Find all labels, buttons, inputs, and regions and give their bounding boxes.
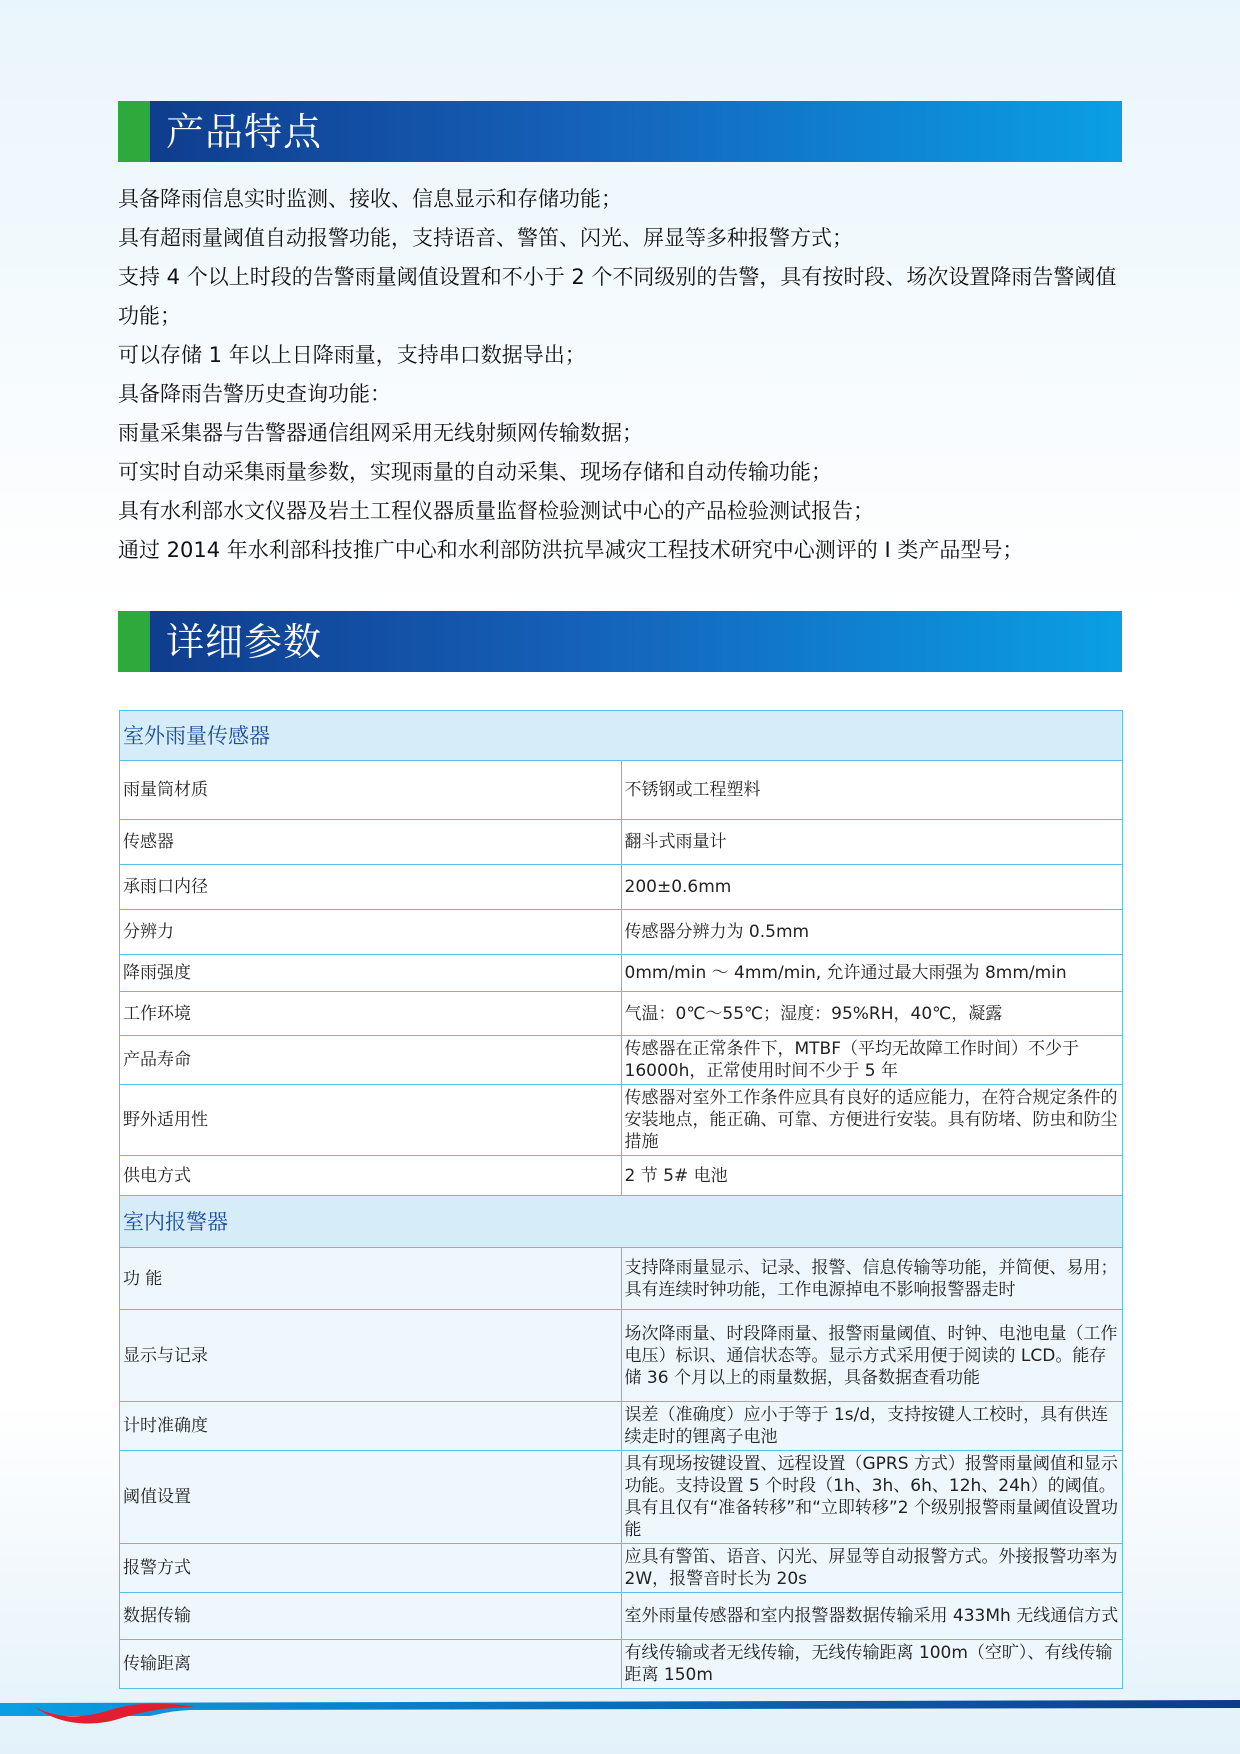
param-label: 功 能 [120, 1248, 622, 1310]
param-label: 分辨力 [120, 910, 622, 955]
param-value: 2 节 5# 电池 [621, 1156, 1123, 1196]
feature-item: 可实时自动采集雨量参数，实现雨量的自动采集、现场存储和自动传输功能； [118, 460, 832, 484]
section-header-features [118, 101, 1122, 162]
param-label: 计时准确度 [120, 1402, 622, 1451]
table-row [120, 1402, 1123, 1451]
param-value: 气温：0℃～55℃；湿度：95%RH，40℃，凝露 [621, 992, 1123, 1036]
param-value: 应具有警笛、语音、闪光、屏显等自动报警方式。外接报警功率为 2W，报警音时长为 20s [621, 1544, 1123, 1593]
table-row [120, 1640, 1123, 1689]
feature-item: 具备降雨告警历史查询功能： [118, 382, 391, 406]
param-value: 有线传输或者无线传输，无线传输距离 100m（空旷）、有线传输距离 150m [621, 1640, 1123, 1689]
param-label: 显示与记录 [120, 1310, 622, 1402]
section-title: 产品特点 [166, 110, 323, 154]
table-row [120, 1451, 1123, 1544]
param-value: 不锈钢或工程塑料 [621, 761, 1123, 820]
param-label: 阈值设置 [120, 1451, 622, 1544]
accent-bar [118, 101, 150, 162]
feature-item: 雨量采集器与告警器通信组网采用无线射频网传输数据； [118, 421, 643, 445]
feature-item: 可以存储 1 年以上日降雨量，支持串口数据导出； [118, 343, 586, 367]
param-label: 工作环境 [120, 992, 622, 1036]
group-row-outdoor [120, 711, 1123, 761]
param-label: 数据传输 [120, 1593, 622, 1640]
section-header-params [118, 611, 1122, 672]
table-row [120, 1085, 1123, 1156]
param-label: 供电方式 [120, 1156, 622, 1196]
table-row [120, 865, 1123, 910]
param-value: 传感器分辨力为 0.5mm [621, 910, 1123, 955]
table-row [120, 1036, 1123, 1085]
feature-item: 具有水利部水文仪器及岩土工程仪器质量监督检验测试中心的产品检验测试报告； [118, 499, 874, 523]
accent-bar [118, 611, 150, 672]
param-label: 产品寿命 [120, 1036, 622, 1085]
param-value: 传感器对室外工作条件应具有良好的适应能力，在符合规定条件的安装地点，能正确、可靠、方便进行安装。具有防堵、防虫和防尘措施 [621, 1085, 1123, 1156]
table-row [120, 761, 1123, 820]
table-row [120, 1544, 1123, 1593]
table-row [120, 910, 1123, 955]
group-heading: 室内报警器 [120, 1196, 1123, 1248]
group-row-indoor [120, 1196, 1123, 1248]
params-table [119, 710, 1123, 1689]
param-value: 翻斗式雨量计 [621, 820, 1123, 865]
group-heading: 室外雨量传感器 [120, 711, 1123, 761]
param-value: 室外雨量传感器和室内报警器数据传输采用 433Mh 无线通信方式 [621, 1593, 1123, 1640]
param-value: 支持降雨量显示、记录、报警、信息传输等功能，并简便、易用；具有连续时钟功能，工作电源掉电不影响报警器走时 [621, 1248, 1123, 1310]
table-row [120, 1593, 1123, 1640]
feature-item: 支持 4 个以上时段的告警雨量阈值设置和不小于 2 个不同级别的告警，具有按时段、场次设置降雨告警阈值功能； [118, 265, 1117, 328]
table-row [120, 992, 1123, 1036]
table-row [120, 1310, 1123, 1402]
table-row [120, 820, 1123, 865]
feature-item: 具有超雨量阈值自动报警功能，支持语音、警笛、闪光、屏显等多种报警方式； [118, 226, 853, 250]
param-label: 降雨强度 [120, 955, 622, 992]
feature-item: 通过 2014 年水利部科技推广中心和水利部防洪抗旱减灾工程技术研究中心测评的 I 类产品型号； [118, 538, 1024, 562]
param-label: 报警方式 [120, 1544, 622, 1593]
param-value: 200±0.6mm [621, 865, 1123, 910]
param-label: 雨量筒材质 [120, 761, 622, 820]
param-label: 传感器 [120, 820, 622, 865]
feature-list [118, 180, 1128, 570]
param-value: 场次降雨量、时段降雨量、报警雨量阈值、时钟、电池电量（工作电压）标识、通信状态等。显示方式采用便于阅读的 LCD。能存储 36 个月以上的雨量数据，具备数据查看功能 [621, 1310, 1123, 1402]
table-row [120, 1156, 1123, 1196]
footer-stripe [0, 1700, 1240, 1716]
section-title: 详细参数 [166, 620, 323, 664]
param-value: 传感器在正常条件下，MTBF（平均无故障工作时间）不少于 16000h，正常使用时间不少于 5 年 [621, 1036, 1123, 1085]
param-label: 野外适用性 [120, 1085, 622, 1156]
param-label: 传输距离 [120, 1640, 622, 1689]
feature-item: 具备降雨信息实时监测、接收、信息显示和存储功能； [118, 187, 622, 211]
footer-wave-decoration [0, 1690, 1240, 1730]
param-value: 0mm/min ～ 4mm/min, 允许通过最大雨强为 8mm/min [621, 955, 1123, 992]
param-label: 承雨口内径 [120, 865, 622, 910]
param-value: 具有现场按键设置、远程设置（GPRS 方式）报警雨量阈值和显示功能。支持设置 5 个时段（1h、3h、6h、12h、24h）的阈值。具有且仅有“准备转移”和“立即转移”2 个级别报警雨量阈值设置功能 [621, 1451, 1123, 1544]
table-row [120, 955, 1123, 992]
param-value: 误差（准确度）应小于等于 1s/d，支持按键人工校时，具有供连续走时的锂离子电池 [621, 1402, 1123, 1451]
table-row [120, 1248, 1123, 1310]
